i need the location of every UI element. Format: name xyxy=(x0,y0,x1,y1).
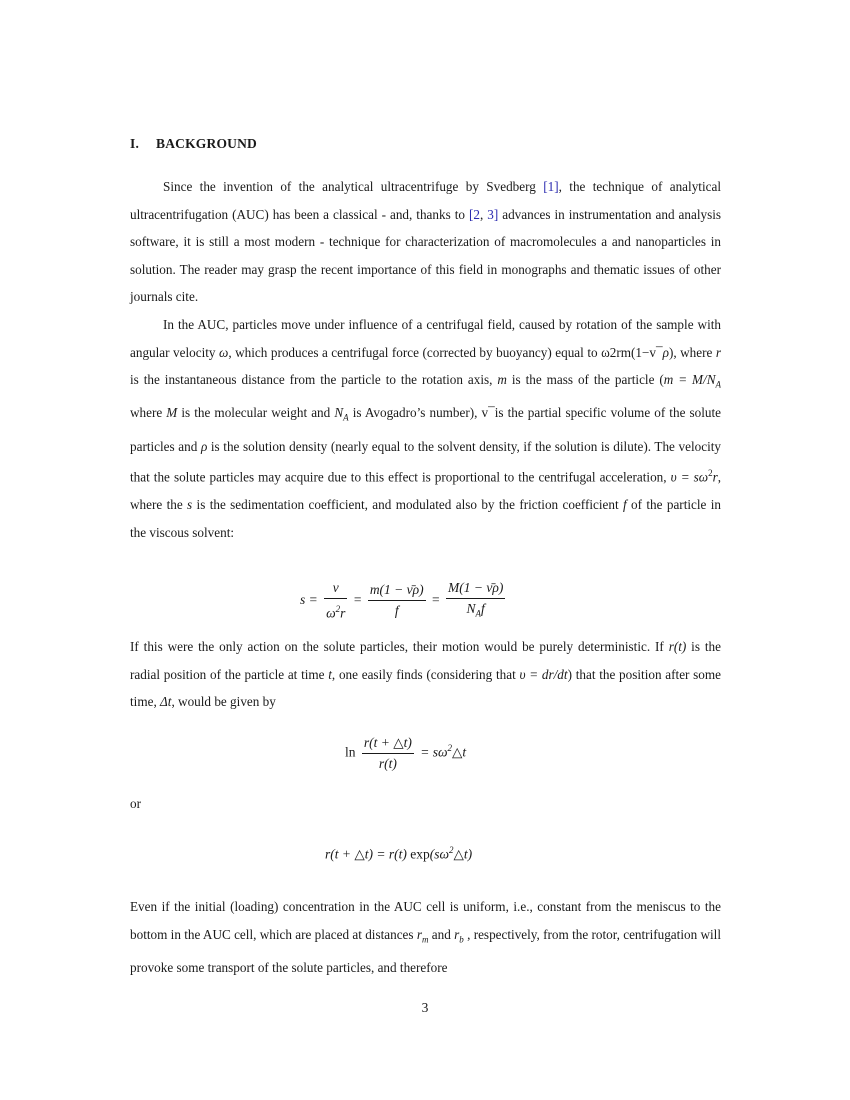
text-run: , one easily finds (considering that xyxy=(331,666,520,682)
text-run: is the radial position of the particle at time xyxy=(130,639,721,682)
math-superscript: 2 xyxy=(708,468,713,479)
fraction xyxy=(324,580,347,622)
paragraph-transport xyxy=(130,893,721,981)
text-run: If this were the only action on the solute particles, their motion would be purely deterministic. If xyxy=(130,639,669,654)
ln-operator: ln xyxy=(345,744,356,760)
eq-lhs: s = xyxy=(300,591,318,607)
text-run: ) that the position after some time, xyxy=(130,666,722,710)
text-run: ), where xyxy=(668,344,716,360)
math-subscript: m xyxy=(421,934,429,945)
section-number: I. xyxy=(130,136,140,151)
text-run: Even if the initial (loading) concentration in the AUC cell is uniform, i.e., constant from the meniscus to the bottom in the AUC cell, which are placed at distances xyxy=(130,899,721,942)
text-run: , the technique of analytical ultracentrifugation (AUC) has been a classical - and, thanks to xyxy=(130,179,721,222)
denominator: f xyxy=(394,603,399,619)
numerator: ν xyxy=(324,580,347,599)
text-run: is Avogadro’s number), v¯is the partial specific volume of the solute particles and xyxy=(130,405,721,454)
text-run: where xyxy=(130,405,167,421)
or-connector: or xyxy=(130,796,141,811)
citation-link[interactable]: [1] xyxy=(543,179,559,194)
text-run: is the instantaneous distance from the particle to the rotation axis, xyxy=(130,372,498,388)
paragraph-auc xyxy=(130,311,721,546)
math-expression: υ = dr/dt xyxy=(519,666,568,682)
math-symbol: ρ xyxy=(662,344,669,360)
math-symbol: t xyxy=(328,666,332,682)
numerator: M(1 − ν̄ρ) xyxy=(446,580,505,599)
math-symbol: N xyxy=(334,405,344,421)
text-run: Since the invention of the analytical ultracentrifuge by Svedberg xyxy=(163,179,544,194)
math-expression: m = M/N xyxy=(663,372,716,388)
math-symbol: r xyxy=(454,926,460,942)
eq-part: (sω xyxy=(429,846,449,862)
denominator: $\omega^2r$ xyxy=(326,604,346,621)
text-run: , which produces a centrifugal force (corrected by buoyancy) equal to ω2rm(1−v¯ xyxy=(228,344,663,360)
math-expression: Δt xyxy=(160,694,172,710)
text-run: advances in instrumentation and analysis software, it is still a most modern - technique for characterization of macromolecules a and nanoparticles in solution. The reader may grasp the recent importance of this field in monographs and thematic issues of other journals cite. xyxy=(130,206,722,305)
eq-part: △t) xyxy=(453,846,473,862)
page-number: 3 xyxy=(421,1000,429,1015)
eq-rhs: △t xyxy=(452,744,467,760)
numerator: m(1 − ν̄ρ) xyxy=(368,582,426,601)
paragraph-intro xyxy=(130,173,721,311)
text-run: , where the xyxy=(130,469,721,513)
numerator: r(t + △t) xyxy=(362,735,414,754)
math-symbol: ω xyxy=(219,344,229,360)
math-superscript: 2 xyxy=(447,743,453,754)
equation-sedimentation-coefficient xyxy=(300,580,508,622)
equals-sign: = xyxy=(353,591,362,607)
math-symbol: ρ xyxy=(200,438,208,454)
text-run: is the sedimentation coefficient, and modulated also by the friction coefficient xyxy=(192,497,624,513)
math-symbol: r xyxy=(416,926,422,942)
math-symbol: m xyxy=(497,372,507,388)
math-expression: r(t) xyxy=(668,639,687,654)
equation-log-position xyxy=(345,735,466,772)
section-heading xyxy=(130,136,257,152)
denominator: r(t) xyxy=(378,756,397,771)
text-run: is the molecular weight and xyxy=(177,405,335,421)
fraction xyxy=(446,580,505,622)
text-run: of the particle in the viscous solvent: xyxy=(130,497,722,540)
fraction xyxy=(362,735,414,772)
math-symbol: f xyxy=(623,497,627,513)
fraction xyxy=(368,582,426,619)
paragraph-deterministic xyxy=(130,633,721,716)
math-symbol: M xyxy=(166,405,178,421)
math-symbol: r xyxy=(715,344,721,360)
math-subscript: A xyxy=(715,379,722,390)
citation-link[interactable]: 3] xyxy=(487,206,499,222)
equals-sign: = xyxy=(432,591,440,607)
math-symbol: s xyxy=(187,497,193,513)
text-run: is the mass of the particle ( xyxy=(506,372,664,388)
exp-operator: exp xyxy=(410,846,430,862)
section-title: BACKGROUND xyxy=(156,136,258,151)
equation-exponential-position xyxy=(325,845,472,863)
math-symbol: r xyxy=(712,469,718,485)
text-run: is the solution density (nearly equal to the solvent density, if the solution is dilute). The velocity that the solute particles may acquire due to this effect is proportional to the centrifugal acceleration, xyxy=(130,438,721,485)
math-superscript: 2 xyxy=(449,845,454,855)
text-run: , respectively, from the rotor, centrifugation will provoke some transport of the solute particles, and therefore xyxy=(130,926,721,975)
citation-link[interactable]: [2 xyxy=(468,206,480,222)
text-run: and xyxy=(428,926,455,942)
text-run: In the AUC, particles move under influence of a centrifugal field, caused by rotation of the sample with angular velocity xyxy=(130,317,721,360)
text-run: , would be given by xyxy=(171,694,276,710)
math-subscript: A xyxy=(343,413,349,424)
eq-part: r(t + △t) = r(t) xyxy=(325,846,411,862)
math-subscript: b xyxy=(459,934,464,945)
eq-rhs: = sω xyxy=(420,744,448,760)
denominator: $N_Af$ xyxy=(466,601,485,619)
text-run: , xyxy=(479,206,488,222)
math-expression: υ = sω xyxy=(670,469,709,485)
